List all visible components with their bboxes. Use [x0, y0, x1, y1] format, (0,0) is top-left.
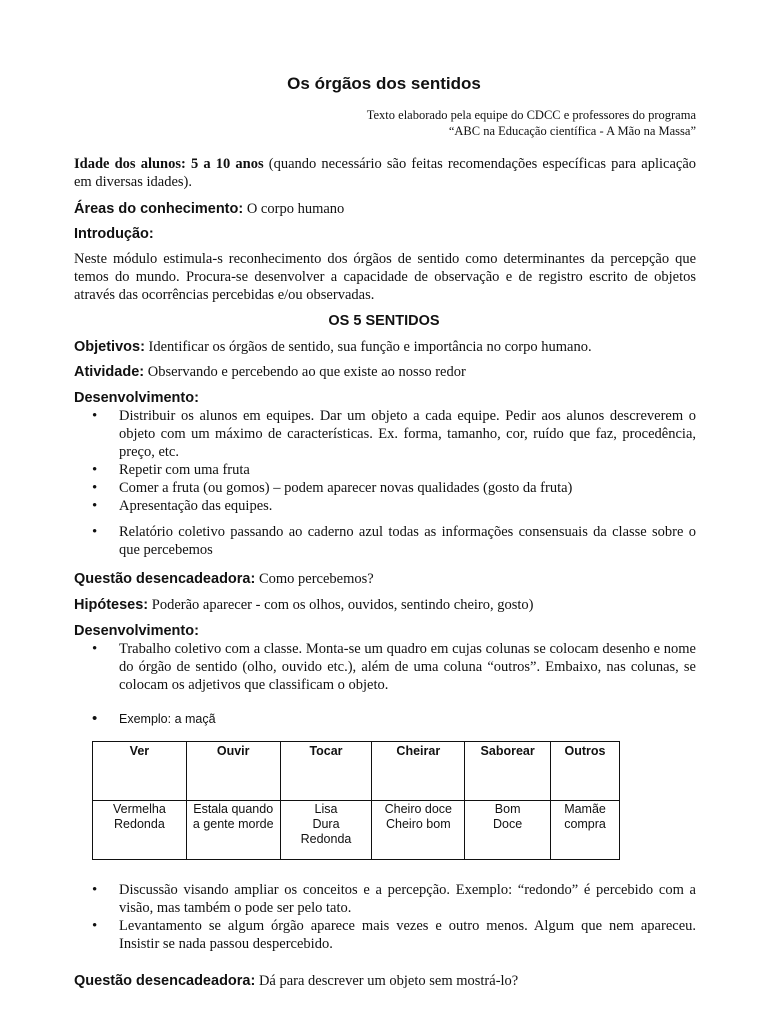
example-label: • Exemplo: a maçã: [92, 710, 696, 728]
list-item: • Relatório coletivo passando ao caderno azul todas as informações consensuais da classe sobre o que percebemos: [92, 523, 696, 559]
development-label-2: Desenvolvimento:: [74, 623, 199, 639]
list-item: • Comer a fruta (ou gomos) – podem aparecer novas qualidades (gosto da fruta): [92, 479, 696, 497]
senses-table: [92, 741, 620, 860]
age-paragraph: [74, 155, 696, 191]
list-item: • Apresentação das equipes.: [92, 497, 696, 515]
example-list: [92, 710, 696, 728]
table-header-cell: Outros: [551, 742, 620, 801]
development-heading-1: [74, 389, 696, 407]
list-item: • Levantamento se algum órgão aparece mais vezes e outro menos. Algum que nem apareceu. Insistir se nada passou despercebido.: [92, 917, 696, 953]
list-item: • Trabalho coletivo com a classe. Monta-se um quadro em cujas colunas se colocam desenho e nome do órgão de sentido (olho, ouvido etc.), além de uma coluna “outros”. Embaixo, nas colunas, se colocam os adjetivos que classificam o objeto.: [92, 640, 696, 694]
activity-line: [74, 363, 696, 381]
objectives-line: [74, 338, 696, 356]
areas-line: [74, 200, 696, 218]
areas-text: O corpo humano: [246, 201, 345, 217]
table-header-cell: Ouvir: [186, 742, 280, 801]
credit-line-2: “ABC na Educação científica - A Mão na Massa”: [448, 124, 696, 138]
objectives-text: Identificar os órgãos de sentido, sua função e importância no corpo humano.: [148, 339, 592, 355]
activity-label: Atividade:: [74, 364, 145, 380]
areas-label: Áreas do conhecimento:: [74, 201, 244, 217]
intro-label: Introdução:: [74, 226, 154, 242]
list-item: • Distribuir os alunos em equipes. Dar um objeto a cada equipe. Pedir aos alunos descreverem o objeto com um máximo de características. Ex. forma, tamanho, cor, ruído que faz, procedência, preço, etc.: [92, 407, 696, 461]
table-header-cell: Saborear: [465, 742, 551, 801]
table-header-cell: Cheirar: [372, 742, 465, 801]
table-cell: Vermelha Redonda: [93, 801, 187, 860]
question-text-1: Como percebemos?: [258, 571, 374, 587]
development-label-1: Desenvolvimento:: [74, 390, 199, 406]
development-heading-2: [74, 622, 696, 640]
activity-text: Observando e percebendo ao que existe ao nosso redor: [147, 364, 466, 380]
discussion-list: [92, 881, 696, 953]
credit-line-1: Texto elaborado pela equipe do CDCC e professores do programa: [366, 108, 696, 122]
table-cell: Bom Doce: [465, 801, 551, 860]
section-heading: OS 5 SENTIDOS: [328, 313, 440, 329]
intro-heading: [74, 225, 696, 243]
objectives-label: Objetivos:: [74, 339, 145, 355]
table-cell: Cheiro doce Cheiro bom: [372, 801, 465, 860]
table-cell: Mamãe compra: [551, 801, 620, 860]
development-list-2: [92, 640, 696, 694]
question-line-2: [74, 972, 696, 990]
hypotheses-line: [74, 596, 696, 614]
table-header-cell: Ver: [93, 742, 187, 801]
document-title: Os órgãos dos sentidos: [287, 74, 481, 93]
list-item: • Repetir com uma fruta: [92, 461, 696, 479]
age-label: Idade dos alunos: 5 a 10 anos: [74, 156, 264, 172]
table-header-cell: Tocar: [280, 742, 372, 801]
development-list-1: [92, 407, 696, 559]
table-cell: Estala quando a gente morde: [186, 801, 280, 860]
table-row: [93, 801, 620, 860]
age-text: (quando necessário são feitas recomendações específicas para aplicação em diversas idades).: [74, 156, 696, 190]
hypotheses-label: Hipóteses:: [74, 597, 149, 613]
hypotheses-text: Poderão aparecer - com os olhos, ouvidos, sentindo cheiro, gosto): [151, 597, 534, 613]
list-item: • Discussão visando ampliar os conceitos e a percepção. Exemplo: “redondo” é percebido com a visão, mas também o pode ser pelo tato.: [92, 881, 696, 917]
table-cell: Lisa Dura Redonda: [280, 801, 372, 860]
question-label-2: Questão desencadeadora:: [74, 973, 256, 989]
question-label-1: Questão desencadeadora:: [74, 571, 256, 587]
intro-paragraph: Neste módulo estimula-s reconhecimento dos órgãos de sentido como determinantes da percepção que temos do mundo. Procura-se desenvolver a capacidade de observação e de registro escrito de objetos através das ocorrências percebidas e/ou observadas.: [74, 251, 696, 303]
table-header-row: [93, 742, 620, 801]
question-line-1: [74, 570, 696, 588]
question-text-2: Dá para descrever um objeto sem mostrá-lo?: [258, 973, 519, 989]
